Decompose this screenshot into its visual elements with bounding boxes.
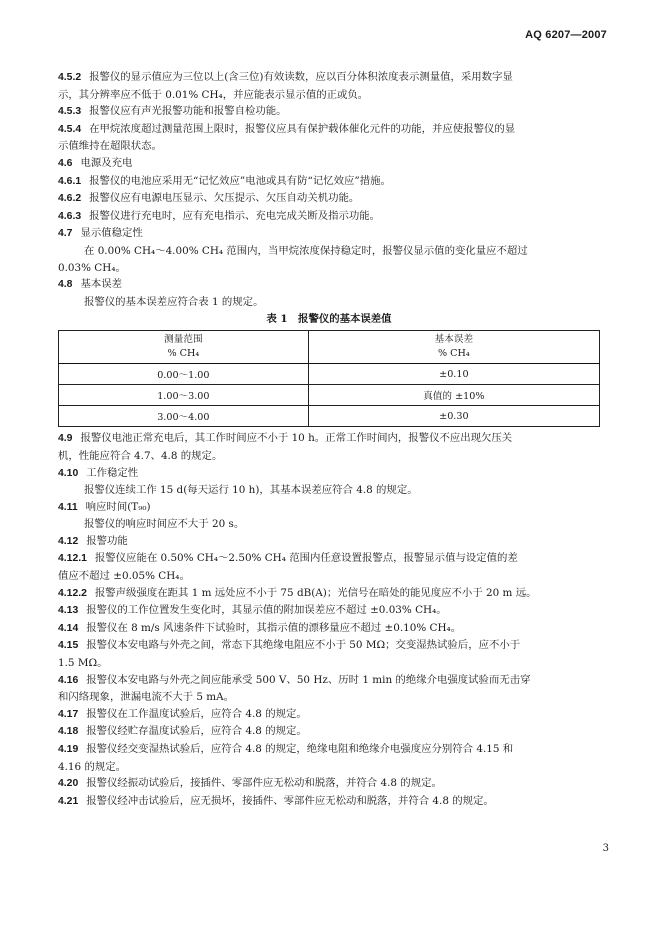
standard-code: AQ 6207—2007 (525, 29, 607, 41)
text-line (58, 793, 600, 811)
clause-number: 4.16 (58, 674, 79, 686)
clause-text: 基本误差 (80, 278, 123, 291)
text-line (58, 190, 600, 208)
text-line (58, 103, 600, 121)
clause-text: 机，性能应符合 4.7、4.8 的规定。 (58, 449, 223, 462)
clause-text: 1.5 MΩ。 (58, 657, 108, 670)
clause-text: 响应时间(T₉₀) (85, 500, 151, 513)
text-line (58, 482, 600, 499)
clause-text: 报警仪经振动试验后，接插件、零部件应无松动和脱落，并符合 4.8 的规定。 (86, 777, 442, 790)
text-line (58, 706, 600, 724)
text-line (58, 499, 600, 517)
clause-text: 报警仪连续工作 15 d(每天运行 10 h)，其基本误差应符合 4.8 的规定。 (84, 484, 418, 497)
text-line (58, 155, 600, 173)
clause-number: 4.5.4 (58, 123, 82, 135)
table-header-row (59, 331, 600, 364)
clause-text: 报警仪电池正常充电后，其工作时间应不小于 10 h。正常工作时间内，报警仪不应出现欠压关 (80, 432, 513, 445)
clause-text: 报警仪的基本误差应符合表 1 的规定。 (84, 295, 264, 308)
table-row (59, 385, 600, 406)
clause-text: 报警仪应能在 0.50% CH₄～2.50% CH₄ 范围内任意设置报警点，报警显示值与设定值的差 (94, 552, 518, 565)
clause-number: 4.20 (58, 778, 79, 790)
table-cell: 1.00～3.00 (59, 385, 309, 406)
clause-number: 4.15 (58, 640, 79, 652)
text-line (58, 620, 600, 638)
text-line (58, 294, 600, 311)
text-line (58, 465, 600, 483)
clause-text: 报警仪本安电路与外壳之间，常态下其绝缘电阻应不小于 50 MΩ；交变湿热试验后，应不小于 (86, 639, 521, 652)
clause-text: 报警仪的工作位置发生变化时，其显示值的附加误差应不超过 ±0.03% CH₄。 (86, 604, 447, 617)
text-line (58, 568, 600, 585)
clause-number: 4.5.3 (58, 106, 82, 118)
table-cell: 0.00～1.00 (59, 364, 309, 385)
clause-number: 4.6.3 (58, 210, 82, 222)
text-line (58, 759, 600, 776)
text-line (58, 225, 600, 243)
clause-number: 4.10 (58, 467, 79, 479)
header-basic-error (308, 331, 599, 364)
text-line (58, 87, 600, 104)
clause-number: 4.12 (58, 535, 79, 547)
table-cell: 真值的 ±10% (308, 385, 599, 406)
clause-number: 4.6.1 (58, 175, 82, 187)
table-cell: ±0.10 (308, 364, 599, 385)
clauses-after-table (58, 430, 600, 810)
clause-number: 4.19 (58, 744, 79, 755)
table-row (59, 406, 600, 427)
text-line (58, 741, 600, 759)
header-range-label: 测量范围 (164, 334, 203, 346)
text-line (58, 448, 600, 465)
clause-text: 报警声级强度在距其 1 m 远处应不小于 75 dB(A)；光信号在暗处的能见度应不小于 20 m 远。 (94, 586, 537, 599)
clause-number: 4.21 (58, 795, 79, 807)
clause-number: 4.7 (58, 228, 73, 240)
text-line (58, 69, 600, 87)
clause-text: 报警仪的响应时间应不大于 20 s。 (84, 518, 245, 531)
text-line (58, 602, 600, 620)
text-line (58, 637, 600, 655)
clauses-before-table (58, 69, 600, 310)
clause-text: 在 0.00% CH₄～4.00% CH₄ 范围内，当甲烷浓度保持稳定时，报警仪显示值的变化量应不超过 (84, 244, 528, 257)
clause-text: 电源及充电 (80, 156, 133, 169)
clause-text: 报警功能 (86, 534, 128, 547)
header-range-unit: % CH₄ (167, 348, 200, 360)
clause-number: 4.17 (58, 708, 79, 720)
clause-text: 报警仪应有电源电压显示、欠压提示、欠压自动关机功能。 (89, 192, 360, 205)
text-line (58, 276, 600, 294)
clause-number: 4.11 (58, 501, 78, 513)
text-line (58, 138, 600, 155)
text-line (58, 585, 600, 603)
table-row (59, 364, 600, 385)
clause-text: 报警仪进行充电时，应有充电指示、充电完成关断及指示功能。 (89, 209, 381, 222)
text-line (58, 243, 600, 260)
clause-text: 显示值稳定性 (80, 227, 143, 240)
clause-text: 报警仪在 8 m/s 风速条件下试验时，其指示值的漂移量应不超过 ±0.10% CH₄。 (86, 621, 462, 634)
clause-text: 值应不超过 ±0.05% CH₄。 (58, 570, 190, 583)
clause-text: 报警仪经交变湿热试验后，应符合 4.8 的规定，绝缘电阻和绝缘介电强度应分别符合 4.15 和 (86, 743, 514, 755)
clause-text: 报警仪本安电路与外壳之间应能承受 500 V、50 Hz、历时 1 min 的绝缘介电强度试验而无击穿 (86, 673, 531, 686)
text-line (58, 775, 600, 793)
basic-error-table (58, 330, 600, 427)
clause-number: 4.9 (58, 433, 73, 445)
text-line (58, 533, 600, 551)
clause-text: 工作稳定性 (86, 466, 139, 479)
text-line (58, 655, 600, 672)
text-line (58, 516, 600, 533)
clause-number: 4.5.2 (58, 72, 82, 83)
clause-number: 4.12.1 (58, 553, 87, 565)
text-line (58, 723, 600, 741)
clause-text: 报警仪应有声光报警功能和报警自检功能。 (89, 105, 287, 118)
text-line (58, 208, 600, 226)
text-line (58, 121, 600, 139)
table-caption: 表 1 报警仪的基本误差值 (266, 313, 392, 326)
clause-text: 报警仪在工作温度试验后，应符合 4.8 的规定。 (86, 707, 307, 720)
table-cell: 3.00～4.00 (59, 406, 309, 427)
clause-text: 在甲烷浓度超过测量范围上限时，报警仪应具有保护载体催化元件的功能，并应使报警仪的显 (89, 122, 516, 135)
header-error-unit: % CH₄ (438, 348, 470, 360)
clause-text: 示，其分辨率应不低于 0.01% CH₄，并应能表示显示值的正或负。 (58, 88, 369, 101)
text-line (58, 550, 600, 568)
text-line (58, 260, 600, 277)
table-cell: ±0.30 (308, 406, 599, 427)
text-line (58, 430, 600, 448)
clause-text: 4.16 的规定。 (58, 760, 127, 773)
text-line (58, 672, 600, 690)
clause-number: 4.8 (58, 279, 73, 291)
clause-text: 报警仪的显示值应为三位以上(含三位)有效读数，应以百分体积浓度表示测量值，采用数字显 (89, 71, 513, 83)
clause-number: 4.6.2 (58, 193, 82, 205)
clause-text: 报警仪经冲击试验后，应无损坏，接插件、零部件应无松动和脱落，并符合 4.8 的规定。 (86, 794, 494, 807)
header-measurement-range (59, 331, 309, 364)
header-error-label: 基本误差 (434, 334, 474, 346)
text-line (58, 173, 600, 191)
clause-text: 示值维持在超限状态。 (58, 140, 162, 153)
clause-text: 报警仪经贮存温度试验后，应符合 4.8 的规定。 (86, 725, 307, 738)
text-line (58, 689, 600, 706)
clause-text: 和闪络现象，泄漏电流不大于 5 mA。 (58, 691, 235, 704)
document-body (58, 69, 600, 810)
clause-number: 4.14 (58, 622, 79, 634)
clause-number: 4.6 (58, 157, 73, 169)
clause-text: 报警仪的电池应采用无“记忆效应”电池或具有防“记忆效应”措施。 (89, 174, 391, 187)
clause-number: 4.12.2 (58, 587, 87, 599)
page-number: 3 (602, 843, 609, 854)
clause-number: 4.13 (58, 605, 79, 617)
clause-number: 4.18 (58, 726, 79, 738)
clause-text: 0.03% CH₄。 (58, 261, 126, 274)
